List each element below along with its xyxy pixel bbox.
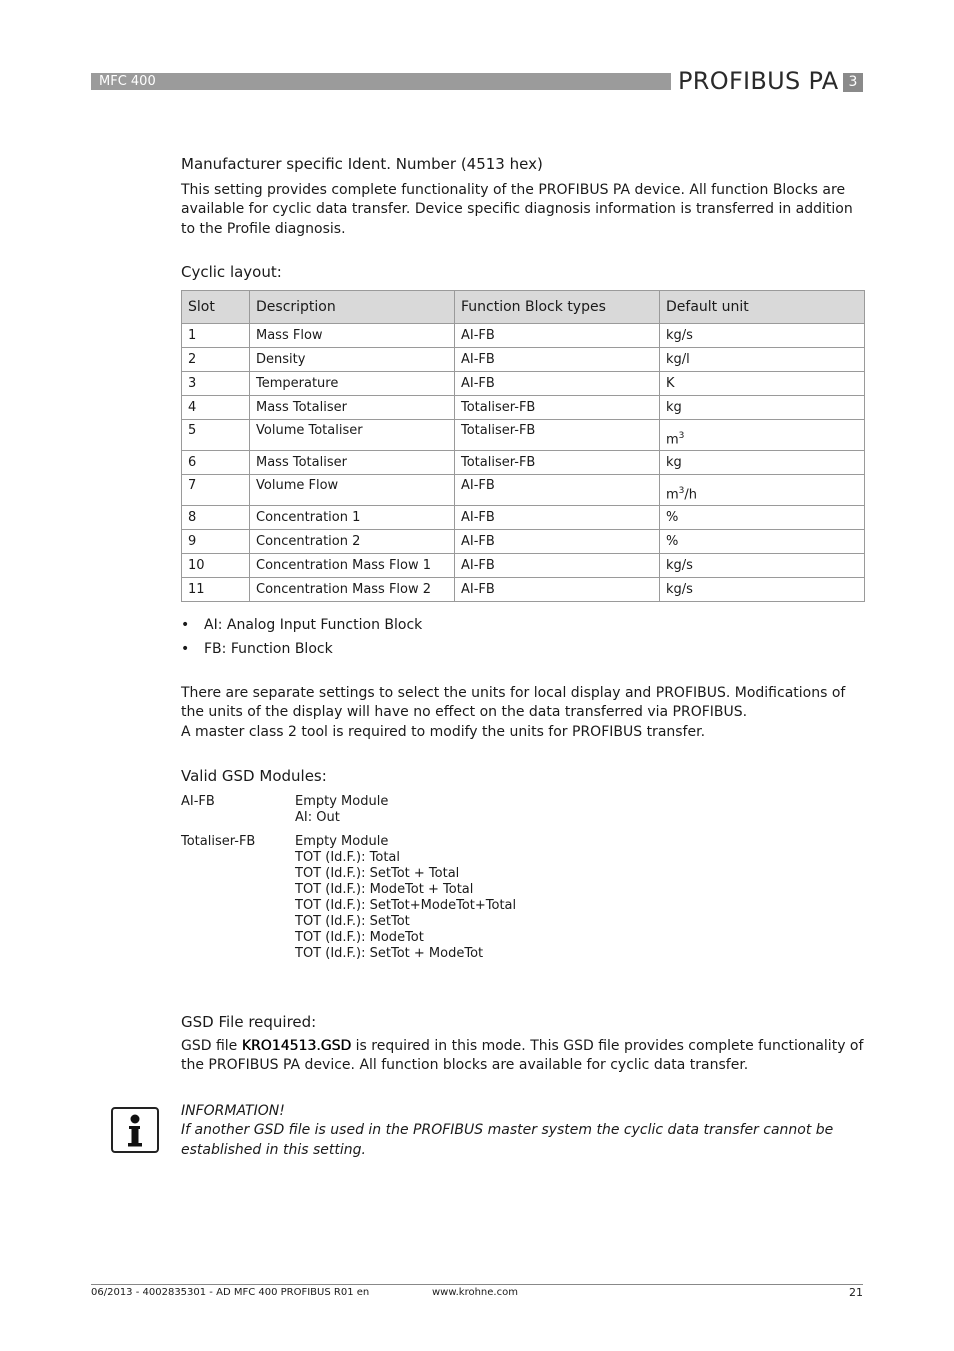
- table-row: [182, 372, 865, 396]
- table-row: [182, 348, 865, 372]
- chapter-number-badge: 3: [843, 73, 863, 92]
- cell-slot: 11: [182, 578, 250, 602]
- cell-function-block: AI-FB: [455, 324, 660, 348]
- cell-function-block: AI-FB: [455, 578, 660, 602]
- cell-unit: K: [660, 372, 865, 396]
- header-bar: [91, 73, 671, 90]
- cell-slot: 9: [182, 530, 250, 554]
- page-number: 21: [849, 1286, 863, 1299]
- table-row: [182, 530, 865, 554]
- cell-description: Concentration Mass Flow 1: [250, 554, 455, 578]
- cell-description: Concentration 1: [250, 506, 455, 530]
- cell-function-block: AI-FB: [455, 475, 660, 506]
- gsd-module-value: Empty Module: [295, 834, 389, 849]
- table-row: [182, 506, 865, 530]
- table-row: [182, 420, 865, 451]
- information-title: INFORMATION!: [181, 1103, 285, 1119]
- header-section-title: PROFIBUS PA: [678, 67, 839, 95]
- cell-function-block: Totaliser-FB: [455, 420, 660, 451]
- cell-description: Concentration 2: [250, 530, 455, 554]
- information-icon: [111, 1107, 159, 1153]
- cell-function-block: AI-FB: [455, 348, 660, 372]
- units-paragraph: There are separate settings to select the units for local display and PROFIBUS. Modifications of the units of the display will have no effect on the data transferred via PROFIBUS. A master class 2 tool is required to modify the units for PROFIBUS transfer.: [181, 685, 846, 740]
- cell-slot: 1: [182, 324, 250, 348]
- cyclic-layout-heading: Cyclic layout:: [181, 263, 282, 281]
- gsd-module-group: [181, 834, 516, 962]
- gsd-module-value: TOT (Id.F.): SetTot + ModeTot: [295, 946, 484, 961]
- gsd-module-value: TOT (Id.F.): Total: [295, 850, 401, 865]
- gsd-module-value: AI: Out: [295, 810, 340, 825]
- gsd-modules-heading: Valid GSD Modules:: [181, 767, 327, 785]
- information-text: If another GSD file is used in the PROFIBUS master system the cyclic data transfer cannot be established in this setting.: [181, 1122, 834, 1158]
- cell-function-block: AI-FB: [455, 372, 660, 396]
- cell-function-block: Totaliser-FB: [455, 396, 660, 420]
- cell-function-block: AI-FB: [455, 530, 660, 554]
- cell-slot: 3: [182, 372, 250, 396]
- cyclic-layout-table: [181, 290, 865, 602]
- cell-description: Density: [250, 348, 455, 372]
- cell-description: Volume Flow: [250, 475, 455, 506]
- abbreviation-list: [181, 613, 422, 661]
- table-row: [182, 578, 865, 602]
- cell-description: Volume Totaliser: [250, 420, 455, 451]
- gsd-module-value: TOT (Id.F.): SetTot + Total: [295, 866, 460, 881]
- cell-function-block: AI-FB: [455, 554, 660, 578]
- cell-slot: 10: [182, 554, 250, 578]
- column-header-slot: Slot: [182, 291, 250, 324]
- cell-unit: kg: [660, 396, 865, 420]
- gsd-module-key: Totaliser-FB: [181, 834, 256, 849]
- column-header-function-block-types: Function Block types: [455, 291, 660, 324]
- gsd-module-key: AI-FB: [181, 794, 215, 809]
- table-header-row: [182, 291, 865, 324]
- gsd-module-value: Empty Module: [295, 794, 389, 809]
- table-row: [182, 475, 865, 506]
- table-row: [182, 324, 865, 348]
- footer-website: www.krohne.com: [432, 1287, 518, 1298]
- cell-slot: 7: [182, 475, 250, 506]
- cell-description: Mass Totaliser: [250, 396, 455, 420]
- cell-slot: 8: [182, 506, 250, 530]
- cell-unit: kg: [660, 451, 865, 475]
- cell-description: Temperature: [250, 372, 455, 396]
- gsd-module-value: TOT (Id.F.): ModeTot + Total: [295, 882, 474, 897]
- gsd-file-heading: GSD File required:: [181, 1013, 317, 1031]
- header-product-name: MFC 400: [99, 74, 156, 89]
- list-item: • AI: Analog Input Function Block: [181, 617, 423, 633]
- gsd-module-value: TOT (Id.F.): SetTot+ModeTot+Total: [295, 898, 517, 913]
- cell-description: Concentration Mass Flow 2: [250, 578, 455, 602]
- table-row: [182, 396, 865, 420]
- cell-function-block: Totaliser-FB: [455, 451, 660, 475]
- cell-unit: $m^3$: [660, 420, 865, 451]
- cell-unit: %: [660, 506, 865, 530]
- cell-unit: $m^3/h$: [660, 475, 865, 506]
- cell-unit: kg/s: [660, 578, 865, 602]
- gsd-module-value: TOT (Id.F.): SetTot: [295, 914, 410, 929]
- cell-unit: kg/s: [660, 324, 865, 348]
- table-row: [182, 554, 865, 578]
- cell-slot: 4: [182, 396, 250, 420]
- ident-number-heading: Manufacturer specific Ident. Number (4513 hex): [181, 155, 543, 173]
- gsd-file-paragraph: GSD file KRO14513.GSD is required in this mode. This GSD file provides complete functionality of the PROFIBUS PA device. All function blocks are available for cyclic data transfer.: [181, 1038, 864, 1074]
- cell-description: Mass Flow: [250, 324, 455, 348]
- cell-slot: 5: [182, 420, 250, 451]
- cell-slot: 2: [182, 348, 250, 372]
- gsd-module-value: TOT (Id.F.): ModeTot: [295, 930, 424, 945]
- column-header-default-unit: Default unit: [660, 291, 865, 324]
- cell-unit: kg/s: [660, 554, 865, 578]
- gsd-modules-list: [181, 794, 516, 970]
- gsd-module-group: [181, 794, 516, 826]
- gsd-filename: KRO14513.GSD: [241, 1038, 352, 1054]
- footer-divider: [91, 1284, 863, 1285]
- table-row: [182, 451, 865, 475]
- cell-function-block: AI-FB: [455, 506, 660, 530]
- cell-slot: 6: [182, 451, 250, 475]
- ident-number-description: This setting provides complete functionality of the PROFIBUS PA device. All function Blocks are available for cyclic data transfer. Device specific diagnosis information is transferred in addition to the Profile diagnosis.: [181, 182, 853, 237]
- list-item: • FB: Function Block: [181, 641, 333, 657]
- footer-document-reference: 06/2013 - 4002835301 - AD MFC 400 PROFIBUS R01 en: [91, 1287, 370, 1298]
- cell-unit: kg/l: [660, 348, 865, 372]
- information-note: [181, 1102, 866, 1160]
- column-header-description: Description: [250, 291, 455, 324]
- cell-unit: %: [660, 530, 865, 554]
- cell-description: Mass Totaliser: [250, 451, 455, 475]
